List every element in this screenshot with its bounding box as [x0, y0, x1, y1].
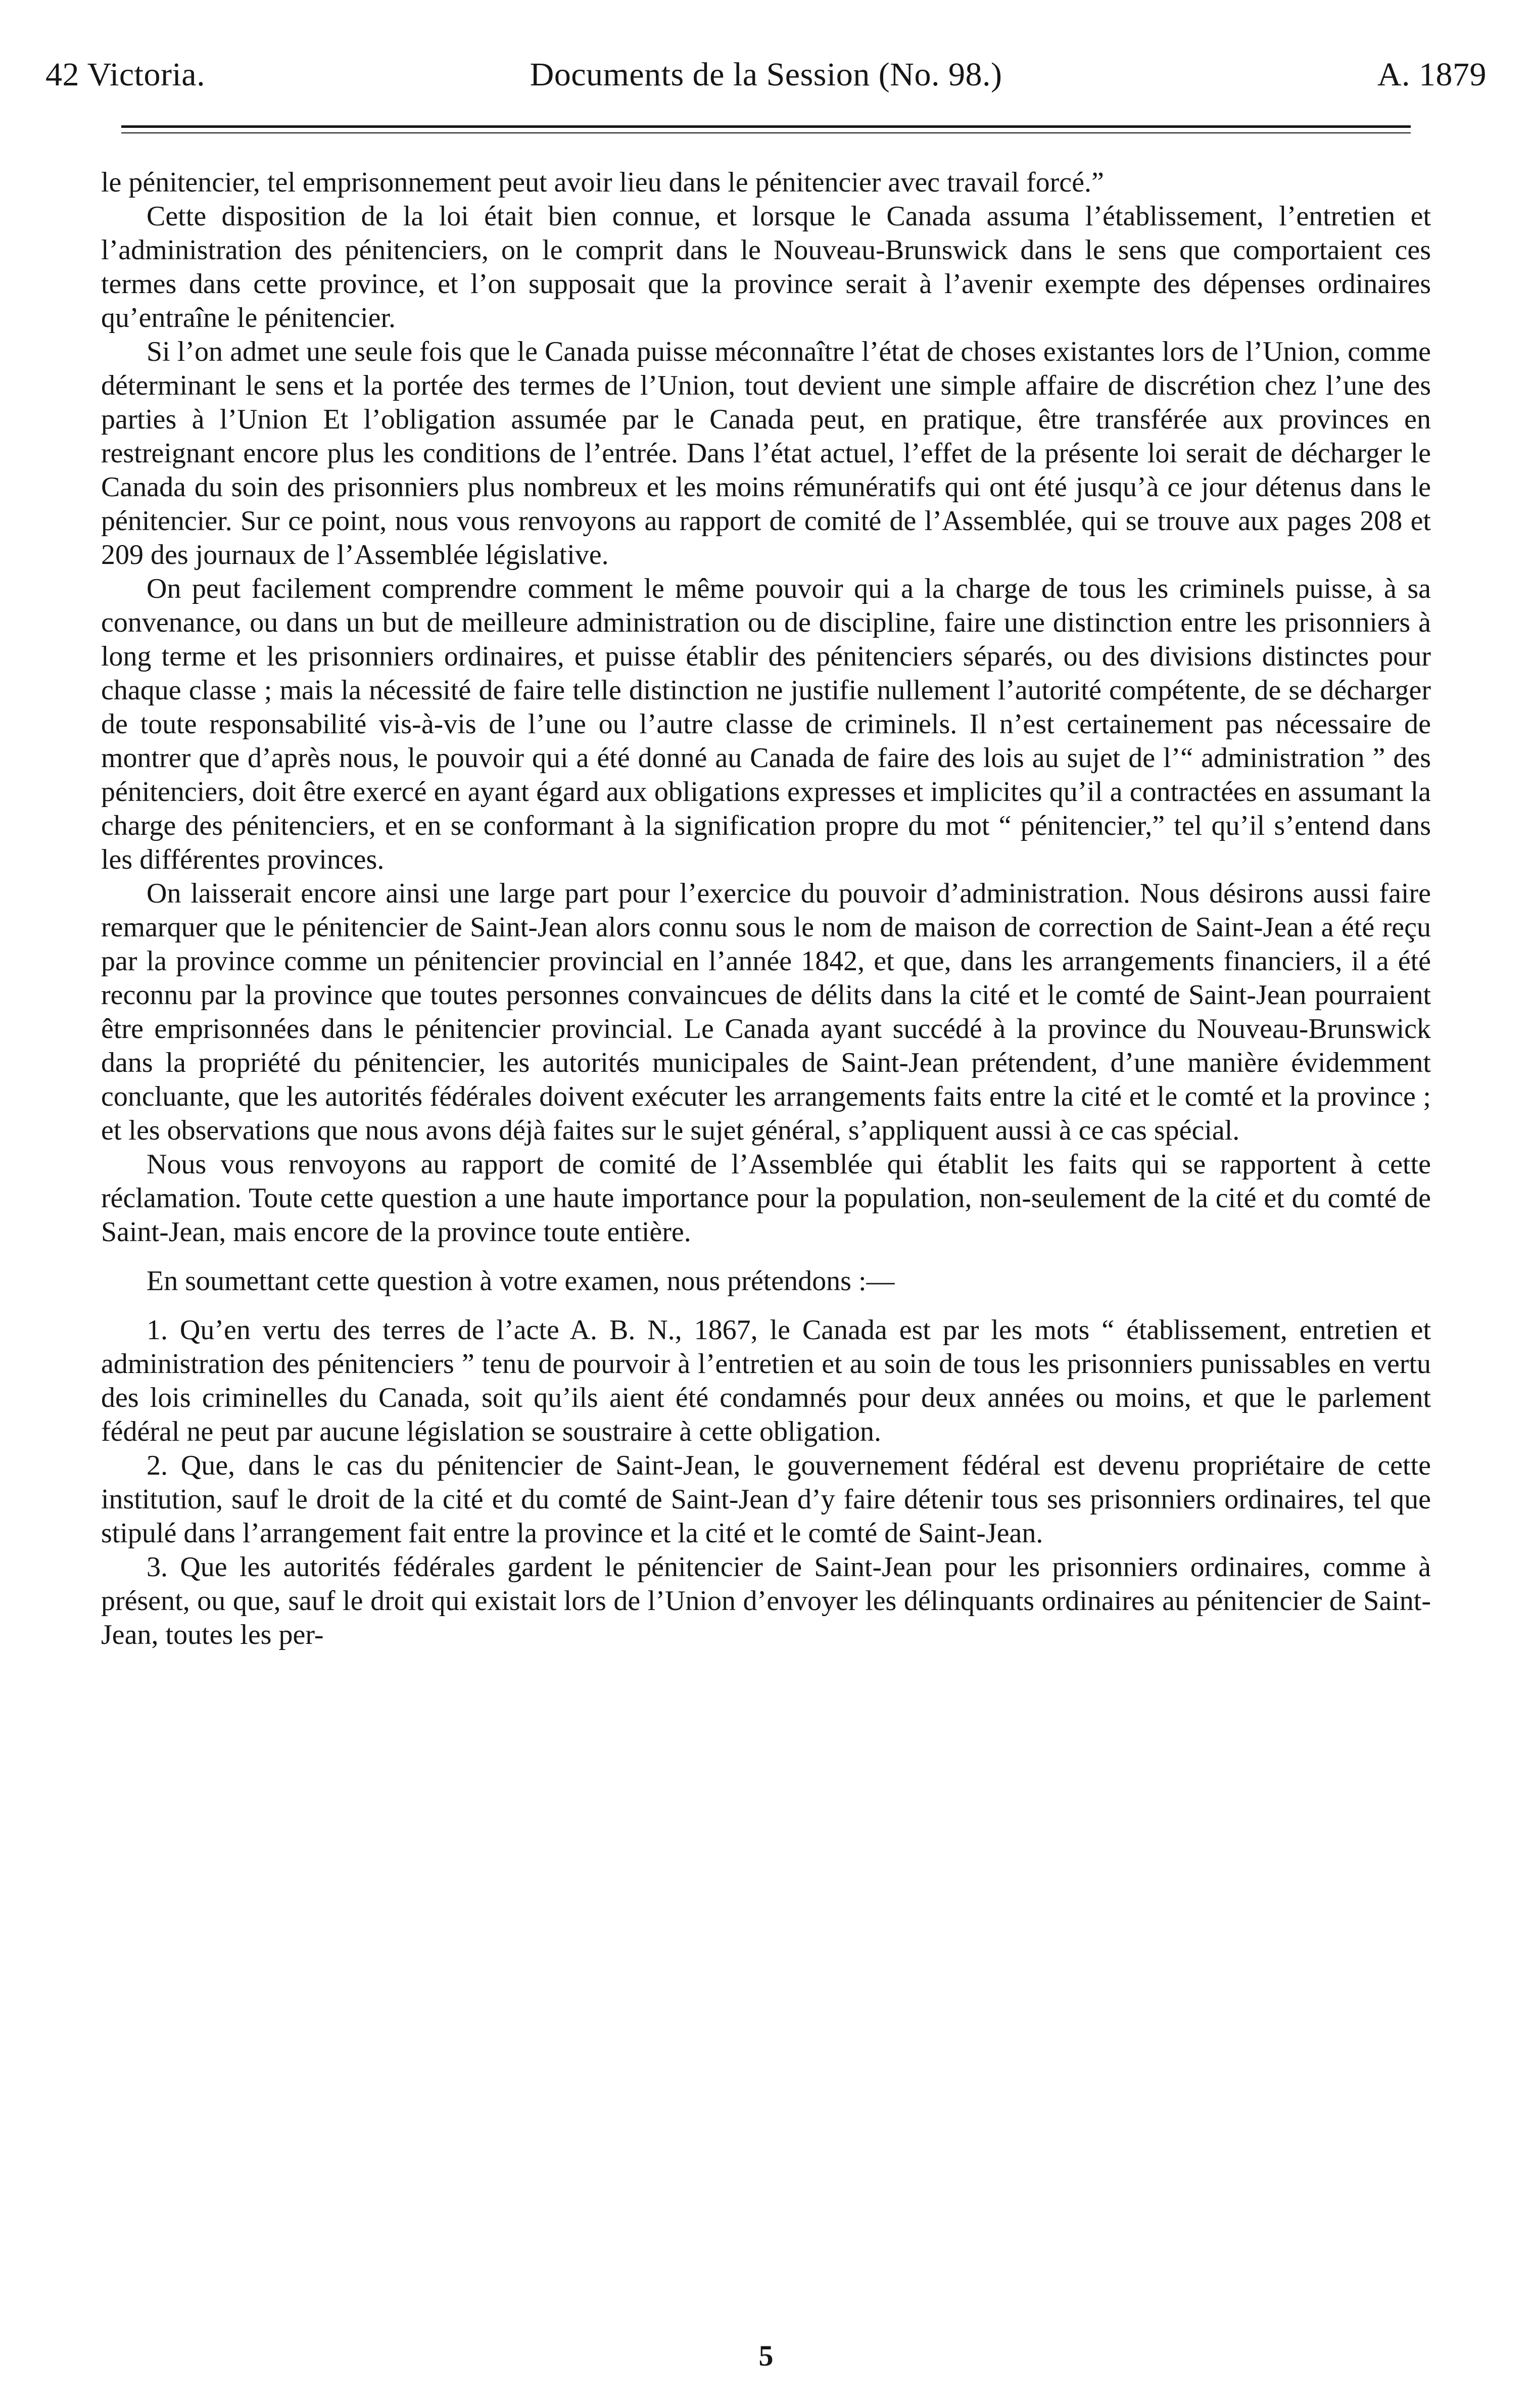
paragraph: En soumettant cette question à votre examen, nous prétendons :— — [147, 1265, 895, 1297]
paragraph: On laisserait encore ainsi une large part pour l’exercice du pouvoir d’administration. Nous désirons aussi faire remarquer que le pénitencier de Saint-Jean alors connu sous le nom de maison de correction de Saint-Jean a été reçu par la province comme un pénitencier provincial en l’année 1842, et que, dans les arrangements financiers, il a été reconnu par la province que toutes personnes convaincues de délits dans la cité et le comté de Saint-Jean pourraient être emprisonnées dans le pénitencier provincial. Le Canada ayant succédé à la province du Nouveau-Brunswick dans la propriété du pénitencier, les autorités municipales de Saint-Jean prétendent, d’une manière évidemment concluante, que les autorités fédérales doivent exécuter les arrangements faits entre la cité et le comté et la province ; et les observations que nous avons déjà faites sur le sujet général, s’appliquent aussi à ce cas spécial. — [101, 878, 1431, 1146]
paragraph: Si l’on admet une seule fois que le Canada puisse méconnaître l’état de choses existantes lors de l’Union, comme déterminant le sens et la portée des termes de l’Union, tout devient une simple affaire de discrétion chez l’une des parties à l’Union Et l’obligation assumée par le Canada peut, en pratique, être transférée aux provinces en restreignant encore plus les conditions de l’entrée. Dans l’état actuel, l’effet de la présente loi serait de décharger le Canada du soin des prisonniers plus nombreux et les moins rémunératifs qui ont été jusqu’à ce jour détenus dans le pénitencier. Sur ce point, nous vous renvoyons au rapport de comité de l’Assemblée, qui se trouve aux pages 208 et 209 des journaux de l’Assemblée législative. — [101, 336, 1431, 571]
paragraph: le pénitencier, tel emprisonnement peut avoir lieu dans le pénitencier avec travail forcé.” — [101, 167, 1104, 198]
header-rule — [101, 125, 1431, 156]
header-rule-thick — [121, 125, 1411, 128]
header-rule-thin — [121, 132, 1411, 133]
page-number: 5 — [758, 2339, 774, 2372]
list-item: 1. Qu’en vertu des terres de l’acte A. B. N., 1867, le Canada est par les mots “ établissement, entretien et administration des pénitenciers ” tenu de pourvoir à l’entretien et au soin de tous les prisonniers punissables en vertu des lois criminelles du Canada, soit qu’ils aient été condamnés pour deux années ou moins, et que le parlement fédéral ne peut par aucune législation se soustraire à cette obligation. — [101, 1314, 1431, 1447]
header-right: A. 1879 — [1377, 56, 1487, 93]
paragraph: Nous vous renvoyons au rapport de comité de l’Assemblée qui établit les faits qui se rapportent à cette réclamation. Toute cette question a une haute importance pour la population, non-seulement de la cité et du comté de Saint-Jean, mais encore de la province toute entière. — [101, 1149, 1431, 1248]
list-item: 3. Que les autorités fédérales gardent le pénitencier de Saint-Jean pour les prisonniers ordinaires, comme à présent, ou que, sauf le droit qui existait lors de l’Union d’envoyer les délinquants ordinaires au pénitencier de Saint-Jean, toutes les per- — [101, 1551, 1431, 1650]
paragraph: Cette disposition de la loi était bien connue, et lorsque le Canada assuma l’établissement, l’entretien et l’administration des pénitenciers, on le comprit dans le Nouveau-Brunswick dans le sens que comportaient ces termes dans cette province, et l’on supposait que la province serait à l’avenir exempte des dépenses ordinaires qu’entraîne le pénitencier. — [101, 201, 1431, 334]
body-text — [101, 166, 1431, 1652]
list-item: 2. Que, dans le cas du pénitencier de Saint-Jean, le gouvernement fédéral est devenu propriétaire de cette institution, sauf le droit de la cité et du comté de Saint-Jean d’y faire détenir tous ses prisonniers ordinaires, tel que stipulé dans l’arrangement fait entre la province et la cité et le comté de Saint-Jean. — [101, 1450, 1431, 1549]
paragraph: On peut facilement comprendre comment le même pouvoir qui a la charge de tous les criminels puisse, à sa convenance, ou dans un but de meilleure administration ou de discipline, faire une distinction entre les prisonniers à long terme et les prisonniers ordinaires, et puisse établir des pénitenciers séparés, ou des divisions distinctes pour chaque classe ; mais la nécessité de faire telle distinction ne justifie nullement l’autorité compétente, de se décharger de toute responsabilité vis-à-vis de l’une ou l’autre classe de criminels. Il n’est certainement pas nécessaire de montrer que d’après nous, le pouvoir qui a été donné au Canada de faire des lois au sujet de l’“ administration ” des pénitenciers, doit être exercé en ayant égard aux obligations expresses et implicites qu’il a contractées en assumant la charge des pénitenciers, et en se conformant à la signification propre du mot “ pénitencier,” tel qu’il s’entend dans les différentes provinces. — [101, 573, 1431, 875]
header-center: Documents de la Session (No. 98.) — [530, 56, 1002, 93]
header-left: 42 Victoria. — [45, 56, 206, 93]
running-header — [45, 44, 1487, 105]
numbered-list — [101, 1313, 1431, 1652]
